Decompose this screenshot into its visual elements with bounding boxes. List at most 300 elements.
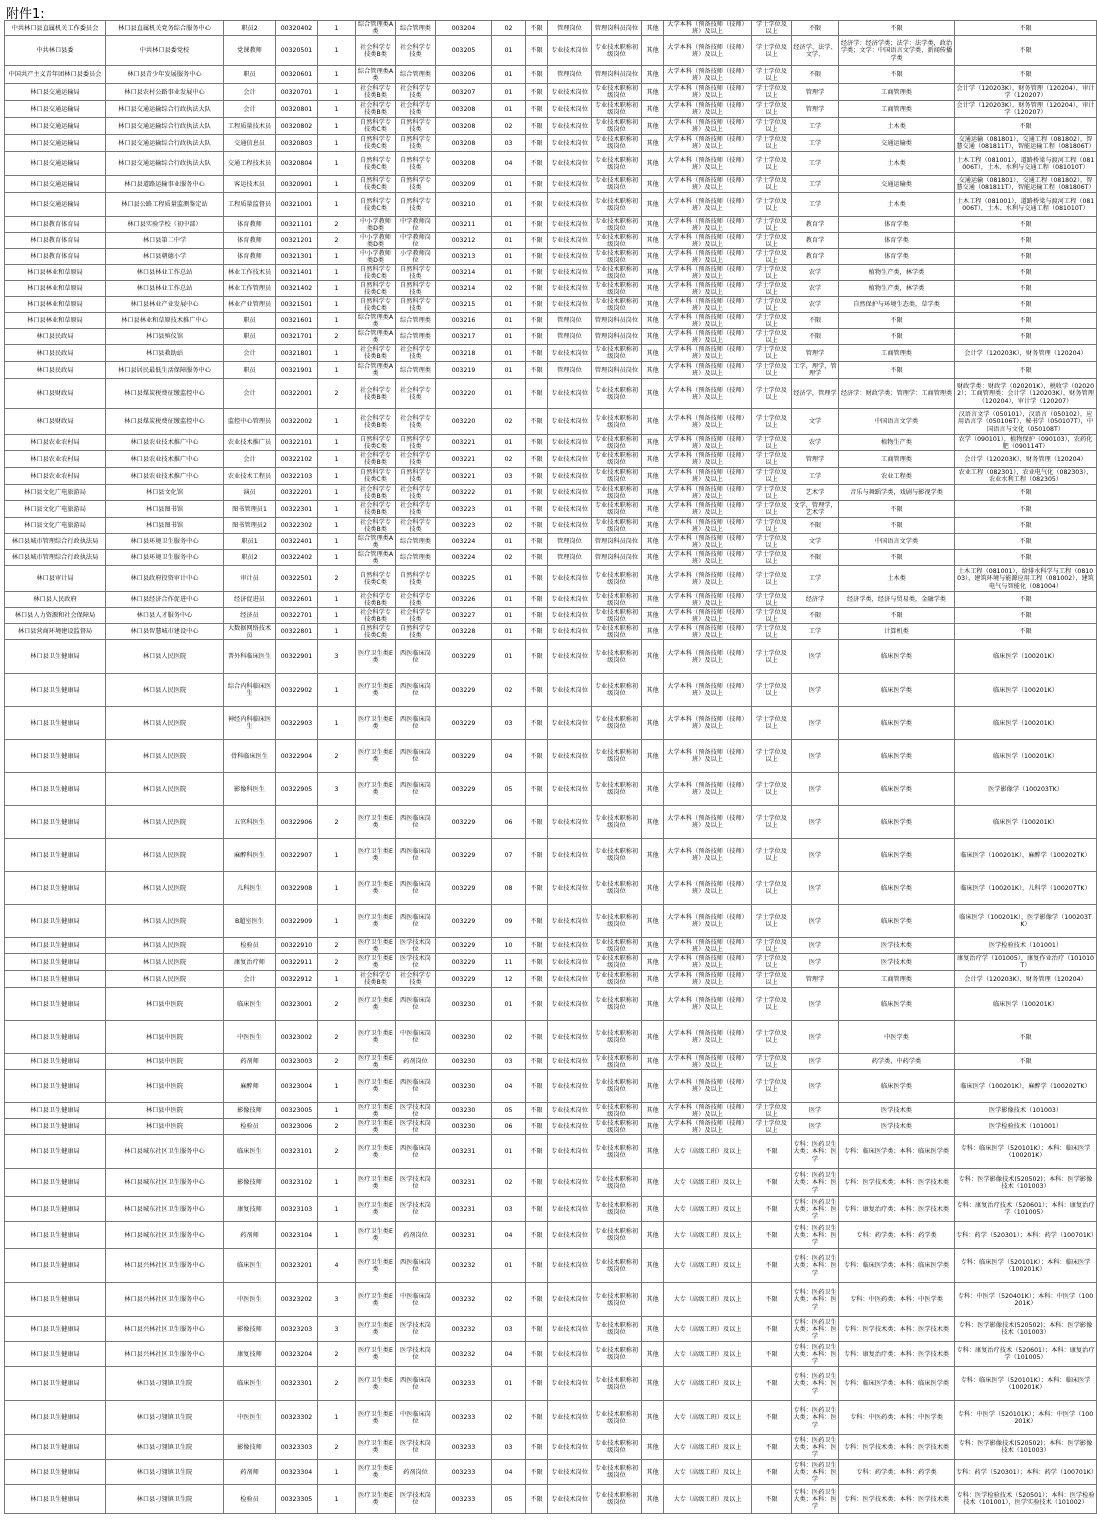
cell-position-code: 00323102 (276, 1169, 318, 1197)
table-row (5, 118, 1097, 135)
cell-gender: 不限 (526, 624, 548, 640)
cell-degree: 学士学位及以上 (752, 36, 792, 66)
cell-subject-code: 003217 (436, 329, 492, 345)
cell-education: 大专（高级工班）及以上 (664, 1485, 752, 1514)
cell-degree: 学士学位及以上 (752, 451, 792, 468)
cell-degree: 学士学位及以上 (752, 313, 792, 329)
cell-position-level: 专业技术职称初级岗位 (592, 379, 642, 409)
cell-exam-subject: 自然科学专技类 (396, 135, 436, 152)
cell-position-level: 管理岗科员岗位 (592, 66, 642, 84)
cell-major-name: 专科：医学影像技术(520502)；本科：医学影像技术（101003） (955, 1435, 1097, 1460)
cell-position-name: 会计 (224, 101, 276, 118)
cell-position-name: 监控中心管理员 (224, 409, 276, 435)
cell-position-code: 00323201 (276, 1249, 318, 1283)
cell-major-name: 不限 (955, 501, 1097, 518)
cell-age: 其他 (642, 534, 664, 550)
cell-major-class: 不限 (839, 608, 955, 624)
cell-major-name: 不限 (955, 217, 1097, 233)
cell-exam-category: 综合管理类A类 (356, 21, 396, 36)
cell-degree: 学士学位及以上 (752, 839, 792, 872)
cell-age: 其他 (642, 592, 664, 608)
cell-position-name: 普外科临床医生 (224, 640, 276, 674)
cell-position-name: 林业产业管理员 (224, 297, 276, 313)
cell-major-class: 临床医学类 (839, 740, 955, 773)
cell-major-class: 土木类 (839, 152, 955, 176)
cell-position-name: 经济员 (224, 608, 276, 624)
table-row (5, 313, 1097, 329)
cell-department: 林口县卫生健康局 (5, 806, 106, 839)
cell-department: 林口县交通运输局 (5, 193, 106, 217)
cell-exam-subject: 综合管理类 (396, 21, 436, 36)
cell-age: 其他 (642, 773, 664, 806)
cell-age: 其他 (642, 1485, 664, 1514)
cell-position-code: 00320901 (276, 176, 318, 193)
cell-education: 大学本科（预备技师（技师）班）及以上 (664, 872, 752, 905)
cell-degree: 不限 (752, 1367, 792, 1401)
cell-degree: 学士学位及以上 (752, 608, 792, 624)
cell-exam-subject: 社会科学专技类 (396, 409, 436, 435)
cell-position-type: 专业技术岗位 (548, 1435, 592, 1460)
cell-major-class: 工商管理类 (839, 451, 955, 468)
table-row (5, 362, 1097, 379)
table-row (5, 1367, 1097, 1401)
cell-sequence: 01 (492, 379, 526, 409)
cell-age: 其他 (642, 313, 664, 329)
cell-exam-category: 综合管理类A类 (356, 313, 396, 329)
cell-recruit-count: 1 (318, 1401, 356, 1435)
table-row (5, 1054, 1097, 1070)
cell-major-category: 不限 (792, 518, 839, 534)
cell-age: 其他 (642, 265, 664, 281)
cell-major-category: 工学 (792, 624, 839, 640)
cell-age: 其他 (642, 281, 664, 297)
cell-subject-code: 003219 (436, 362, 492, 379)
cell-major-name: 会计学（120203K），财务管理（120204） (955, 971, 1097, 988)
cell-position-name: 麻醉科医生 (224, 839, 276, 872)
cell-position-name: 临床医生 (224, 1367, 276, 1401)
cell-gender: 不限 (526, 233, 548, 249)
cell-position-type: 专业技术岗位 (548, 707, 592, 740)
cell-position-name: 临床医生 (224, 1249, 276, 1283)
cell-position-type: 专业技术岗位 (548, 806, 592, 839)
cell-recruit-count: 1 (318, 451, 356, 468)
cell-major-class: 自然保护与环境生态类，草学类 (839, 297, 955, 313)
cell-education: 大学本科（预备技师（技师）班）及以上 (664, 176, 752, 193)
cell-unit: 林口县图书馆 (106, 501, 224, 518)
cell-sequence: 12 (492, 971, 526, 988)
cell-unit: 林口县农村公路事业发展中心 (106, 84, 224, 101)
cell-exam-subject: 医学技术岗位 (396, 954, 436, 971)
cell-degree: 学士学位及以上 (752, 954, 792, 971)
cell-subject-code: 003232 (436, 1317, 492, 1342)
cell-education: 大专（高级工班）及以上 (664, 1222, 752, 1249)
cell-sequence: 02 (492, 518, 526, 534)
cell-major-name: 专科：药学（520301）；本科：药学（100701K） (955, 1222, 1097, 1249)
cell-exam-category: 医疗卫生类E类 (356, 938, 396, 954)
cell-education: 大学本科（预备技师（技师）班）及以上 (664, 839, 752, 872)
cell-sequence: 01 (492, 1367, 526, 1401)
cell-exam-subject: 西医临床岗位 (396, 872, 436, 905)
cell-exam-subject: 西医临床岗位 (396, 988, 436, 1021)
cell-position-level: 专业技术职称初级岗位 (592, 1169, 642, 1197)
cell-major-name: 医学检验技术（101001） (955, 1119, 1097, 1135)
cell-major-name: 不限 (955, 313, 1097, 329)
cell-major-class: 药学类，中药学类 (839, 1054, 955, 1070)
cell-major-name: 农业工程（082301），农业电气化（082303），农业水利工程（082305） (955, 468, 1097, 485)
table-row (5, 839, 1097, 872)
cell-subject-code: 003229 (436, 773, 492, 806)
cell-subject-code: 003229 (436, 707, 492, 740)
cell-unit: 林口县交通运输综合行政执法大队 (106, 101, 224, 118)
cell-subject-code: 003224 (436, 550, 492, 566)
cell-major-name: 交通运输（081801），交通工程（081802），智慧交通（081811T），智能运输工程（081806T） (956, 136, 1095, 151)
cell-age: 其他 (642, 176, 664, 193)
cell-department: 林口县卫生健康局 (5, 773, 106, 806)
cell-exam-category: 综合管理类A类 (356, 534, 396, 550)
cell-subject-code: 003220 (436, 409, 492, 435)
cell-exam-subject: 社会科学专技类 (396, 501, 436, 518)
cell-position-name: 影像技师 (224, 1317, 276, 1342)
cell-position-name: 临床医生 (224, 988, 276, 1021)
cell-exam-subject: 社会科学专技类 (396, 451, 436, 468)
cell-major-category: 文学，管理学，艺术学 (793, 502, 837, 517)
cell-age: 其他 (642, 1435, 664, 1460)
cell-recruit-count: 1 (318, 313, 356, 329)
cell-major-name: 土木工程（081001），道路桥梁与渡河工程（081006T），土木、水利与交通工程（081010T） (955, 193, 1097, 217)
cell-major-name: 不限 (955, 233, 1097, 249)
cell-subject-code: 003224 (436, 534, 492, 550)
cell-exam-category: 综合管理类A类 (356, 66, 396, 84)
cell-subject-code: 003229 (436, 905, 492, 938)
cell-unit: 林口县人民医院 (106, 773, 224, 806)
cell-subject-code: 003218 (436, 345, 492, 362)
cell-position-code: 00322909 (276, 905, 318, 938)
table-row (5, 36, 1097, 66)
cell-position-level: 专业技术职称初级岗位 (592, 1283, 642, 1317)
table-row (5, 905, 1097, 938)
cell-position-name: 中医医生 (224, 1021, 276, 1054)
cell-recruit-count: 2 (318, 1135, 356, 1169)
cell-unit: 林口县人民医院 (106, 806, 224, 839)
cell-position-level: 专业技术职称初级岗位 (592, 451, 642, 468)
cell-age: 其他 (642, 971, 664, 988)
cell-degree: 学士学位及以上 (752, 501, 792, 518)
cell-recruit-count: 2 (318, 379, 356, 409)
cell-position-code: 00320501 (276, 36, 318, 66)
cell-recruit-count: 2 (318, 1367, 356, 1401)
cell-position-name: 五官科医生 (224, 806, 276, 839)
cell-major-name: 临床医学（100201K） (955, 988, 1097, 1021)
cell-degree: 学士学位及以上 (752, 21, 792, 36)
cell-position-code: 00322401 (276, 534, 318, 550)
cell-position-name: 会计 (224, 451, 276, 468)
cell-gender: 不限 (526, 1249, 548, 1283)
cell-degree: 学士学位及以上 (752, 217, 792, 233)
cell-major-category: 专科：医药卫生大类；本科：医学 (792, 1169, 839, 1197)
cell-education: 大学本科（预备技师（技师）班）及以上 (664, 329, 752, 345)
cell-degree: 不限 (752, 1249, 792, 1283)
cell-major-name: 临床医学（100201K），儿科学（100207TK） (955, 872, 1097, 905)
cell-subject-code: 003208 (436, 152, 492, 176)
cell-position-type: 专业技术岗位 (548, 566, 592, 592)
cell-degree: 学士学位及以上 (752, 971, 792, 988)
cell-position-level: 专业技术职称初级岗位 (592, 773, 642, 806)
cell-position-level: 专业技术职称初级岗位 (592, 485, 642, 501)
cell-recruit-count: 1 (318, 409, 356, 435)
table-row (5, 806, 1097, 839)
cell-position-code: 00320804 (276, 152, 318, 176)
cell-education: 大专（高级工班）及以上 (664, 1283, 752, 1317)
cell-department: 林口县卫生健康局 (5, 1135, 106, 1169)
cell-major-class: 不限 (839, 313, 955, 329)
cell-department: 林口县卫生健康局 (5, 1460, 106, 1485)
cell-age: 其他 (642, 1054, 664, 1070)
cell-department: 林口县财政局 (5, 409, 106, 435)
cell-department: 林口县卫生健康局 (5, 740, 106, 773)
cell-exam-category: 医疗卫生类E类 (356, 1401, 396, 1435)
cell-major-category: 医学 (792, 1021, 839, 1054)
cell-education: 大专（高级工班）及以上 (664, 1249, 752, 1283)
cell-major-class: 计算机类 (839, 624, 955, 640)
cell-subject-code: 003229 (436, 674, 492, 707)
cell-department: 林口县林业和草原局 (5, 297, 106, 313)
cell-education: 大专（高级工班）及以上 (664, 1169, 752, 1197)
cell-subject-code: 003233 (436, 1435, 492, 1460)
cell-major-category: 管理学 (792, 971, 839, 988)
cell-degree: 学士学位及以上 (752, 1070, 792, 1103)
cell-gender: 不限 (526, 435, 548, 451)
table-row (5, 624, 1097, 640)
cell-department: 林口县审计局 (5, 566, 106, 592)
cell-position-name: 影像科医生 (224, 773, 276, 806)
cell-position-name: 经济促进员 (224, 592, 276, 608)
cell-degree: 不限 (752, 1135, 792, 1169)
cell-position-name: 药剂师 (224, 1054, 276, 1070)
cell-position-code: 00322201 (276, 485, 318, 501)
cell-unit: 林口县林业和草原技术推广中心 (106, 313, 224, 329)
cell-age: 其他 (642, 839, 664, 872)
cell-department: 林口县卫生健康局 (5, 1485, 106, 1514)
cell-recruit-count: 2 (318, 1342, 356, 1367)
cell-exam-category: 医疗卫生类E类 (356, 707, 396, 740)
cell-recruit-count: 1 (318, 905, 356, 938)
table-row (5, 379, 1097, 409)
table-row (5, 1342, 1097, 1367)
cell-department: 林口县卫生健康局 (5, 1021, 106, 1054)
cell-unit: 林口县人民医院 (106, 971, 224, 988)
cell-age: 其他 (642, 1169, 664, 1197)
cell-major-category: 医学 (792, 707, 839, 740)
cell-position-code: 00320601 (276, 66, 318, 84)
cell-position-type: 专业技术岗位 (548, 1317, 592, 1342)
cell-major-category: 医学 (792, 839, 839, 872)
cell-position-code: 00322103 (276, 468, 318, 485)
cell-position-level: 专业技术职称初级岗位 (592, 345, 642, 362)
cell-gender: 不限 (526, 135, 548, 152)
cell-recruit-count: 2 (318, 1119, 356, 1135)
cell-sequence: 01 (492, 534, 526, 550)
cell-exam-category: 医疗卫生类E类 (356, 1119, 396, 1135)
cell-exam-subject: 医学技术岗位 (396, 1119, 436, 1135)
cell-major-category: 工学 (792, 135, 839, 152)
cell-department: 林口县营商环境建设监督局 (5, 624, 106, 640)
cell-position-level: 管理岗科员岗位 (592, 313, 642, 329)
cell-subject-code: 003229 (436, 839, 492, 872)
cell-subject-code: 003211 (436, 217, 492, 233)
cell-sequence: 03 (492, 1317, 526, 1342)
cell-major-category: 不限 (792, 313, 839, 329)
attachment-title: 附件1: (6, 7, 45, 22)
cell-gender: 不限 (526, 905, 548, 938)
table-row (5, 265, 1097, 281)
cell-sequence: 01 (492, 608, 526, 624)
cell-unit: 林口县殡仪馆 (106, 329, 224, 345)
cell-sequence: 01 (492, 329, 526, 345)
cell-major-class: 临床医学类 (839, 773, 955, 806)
cell-position-code: 00322701 (276, 608, 318, 624)
cell-position-type: 专业技术岗位 (548, 36, 592, 66)
cell-position-code: 00322908 (276, 872, 318, 905)
cell-subject-code: 003228 (436, 624, 492, 640)
cell-subject-code: 003214 (436, 281, 492, 297)
cell-recruit-count: 1 (318, 971, 356, 988)
cell-position-type: 专业技术岗位 (548, 501, 592, 518)
cell-education: 大学本科（预备技师（技师）班）及以上 (664, 217, 752, 233)
cell-exam-category: 医疗卫生类E类 (356, 988, 396, 1021)
cell-age: 其他 (642, 1197, 664, 1222)
cell-exam-subject: 医学技术岗位 (396, 1169, 436, 1197)
cell-position-level: 专业技术职称初级岗位 (592, 1135, 642, 1169)
cell-exam-subject: 医学技术岗位 (396, 1342, 436, 1367)
cell-major-class: 植物生产类，林学类 (839, 281, 955, 297)
cell-degree: 学士学位及以上 (752, 624, 792, 640)
cell-subject-code: 003227 (436, 608, 492, 624)
cell-degree: 学士学位及以上 (752, 435, 792, 451)
cell-age: 其他 (642, 1401, 664, 1435)
cell-degree: 学士学位及以上 (752, 1103, 792, 1119)
cell-position-type: 专业技术岗位 (548, 297, 592, 313)
cell-position-type: 专业技术岗位 (548, 624, 592, 640)
cell-department: 林口县农业农村局 (5, 451, 106, 468)
cell-position-code: 00322601 (276, 592, 318, 608)
cell-position-type: 专业技术岗位 (548, 740, 592, 773)
cell-position-code: 00323002 (276, 1021, 318, 1054)
cell-degree: 学士学位及以上 (752, 773, 792, 806)
cell-sequence: 01 (492, 485, 526, 501)
cell-major-name: 土木工程（081001），给排水科学与工程（081003），建筑环境与能源应用工程（081002），建筑电气与智能化（081004） (955, 566, 1097, 592)
cell-education: 大专（高级工班）及以上 (664, 1460, 752, 1485)
cell-subject-code: 003210 (436, 193, 492, 217)
cell-exam-category: 社会科学专技类B类 (356, 518, 396, 534)
cell-major-name: 不限 (955, 329, 1097, 345)
cell-recruit-count: 1 (318, 36, 356, 66)
cell-major-name: 临床医学（100201K），医学影像学（100203TK） (955, 905, 1097, 938)
cell-gender: 不限 (526, 379, 548, 409)
table-row (5, 534, 1097, 550)
cell-exam-subject: 西医临床岗位 (396, 839, 436, 872)
cell-gender: 不限 (526, 1070, 548, 1103)
cell-major-category: 艺术学 (792, 485, 839, 501)
cell-position-level: 专业技术职称初级岗位 (592, 297, 642, 313)
cell-exam-category: 医疗卫生类E类 (356, 1283, 396, 1317)
cell-major-category: 专科：医药卫生大类；本科：医学 (792, 1222, 839, 1249)
cell-position-name: 康复技师 (224, 1197, 276, 1222)
cell-gender: 不限 (526, 566, 548, 592)
cell-major-class: 专科：临床医学类；本科：临床医学类 (839, 1249, 955, 1283)
table-row (5, 773, 1097, 806)
cell-position-type: 专业技术岗位 (548, 249, 592, 265)
cell-department: 林口县教育体育局 (5, 249, 106, 265)
cell-position-type: 专业技术岗位 (548, 409, 592, 435)
cell-degree: 学士学位及以上 (752, 249, 792, 265)
cell-unit: 林口县刁翎镇卫生院 (106, 1460, 224, 1485)
cell-gender: 不限 (526, 36, 548, 66)
cell-exam-subject: 西医临床岗位 (396, 806, 436, 839)
cell-exam-category: 社会科学专技类B类 (356, 84, 396, 101)
cell-subject-code: 003231 (436, 1222, 492, 1249)
cell-sequence: 01 (492, 592, 526, 608)
cell-position-name: 大数据网络技术员 (224, 624, 276, 640)
cell-degree: 不限 (752, 1197, 792, 1222)
cell-major-category: 医学 (792, 740, 839, 773)
cell-exam-subject: 综合管理类 (396, 329, 436, 345)
cell-exam-category: 医疗卫生类E类 (356, 1135, 396, 1169)
cell-position-level: 专业技术职称初级岗位 (592, 608, 642, 624)
cell-position-type: 专业技术岗位 (548, 1070, 592, 1103)
cell-recruit-count: 1 (318, 1169, 356, 1197)
cell-subject-code: 003225 (436, 566, 492, 592)
table-row (5, 1070, 1097, 1103)
table-row (5, 176, 1097, 193)
cell-education: 大学本科（预备技师（技师）班）及以上 (664, 534, 752, 550)
cell-unit: 林口县城东社区卫生服务中心 (106, 1169, 224, 1197)
cell-subject-code: 003222 (436, 485, 492, 501)
cell-exam-subject: 西医临床岗位 (396, 674, 436, 707)
cell-recruit-count: 1 (318, 674, 356, 707)
cell-position-name: 客运技术员 (224, 176, 276, 193)
cell-position-level: 专业技术职称初级岗位 (592, 152, 642, 176)
cell-major-name: 不限 (955, 1054, 1097, 1070)
cell-position-name: 职员 (224, 362, 276, 379)
cell-gender: 不限 (526, 66, 548, 84)
cell-subject-code: 003231 (436, 1169, 492, 1197)
table-row (5, 152, 1097, 176)
cell-sequence: 01 (492, 193, 526, 217)
table-row (5, 451, 1097, 468)
cell-major-category: 专科：医药卫生大类；本科：医学 (793, 1461, 837, 1483)
cell-major-category: 教育学 (792, 249, 839, 265)
cell-position-name: 临床医生 (224, 1135, 276, 1169)
cell-major-class: 工商管理类 (839, 345, 955, 362)
cell-gender: 不限 (526, 518, 548, 534)
cell-degree: 学士学位及以上 (752, 135, 792, 152)
cell-major-category: 管理学 (792, 84, 839, 101)
cell-education: 大学本科（预备技师（技师）班）及以上 (664, 773, 752, 806)
cell-sequence: 03 (492, 1197, 526, 1222)
cell-sequence: 01 (492, 249, 526, 265)
cell-degree: 学士学位及以上 (752, 1054, 792, 1070)
cell-exam-category: 医疗卫生类E类 (356, 954, 396, 971)
cell-major-name: 专科：临床医学（520101K）；本科：临床医学（100201K） (955, 1135, 1097, 1169)
cell-education: 大学本科（预备技师（技师）班）及以上 (664, 84, 752, 101)
cell-major-category: 经济学 (792, 592, 839, 608)
cell-degree: 学士学位及以上 (752, 152, 792, 176)
cell-recruit-count: 1 (318, 518, 356, 534)
table-row (5, 1485, 1097, 1514)
cell-age: 其他 (642, 118, 664, 135)
cell-position-name: 会计 (224, 345, 276, 362)
cell-position-name: 职员1 (224, 534, 276, 550)
